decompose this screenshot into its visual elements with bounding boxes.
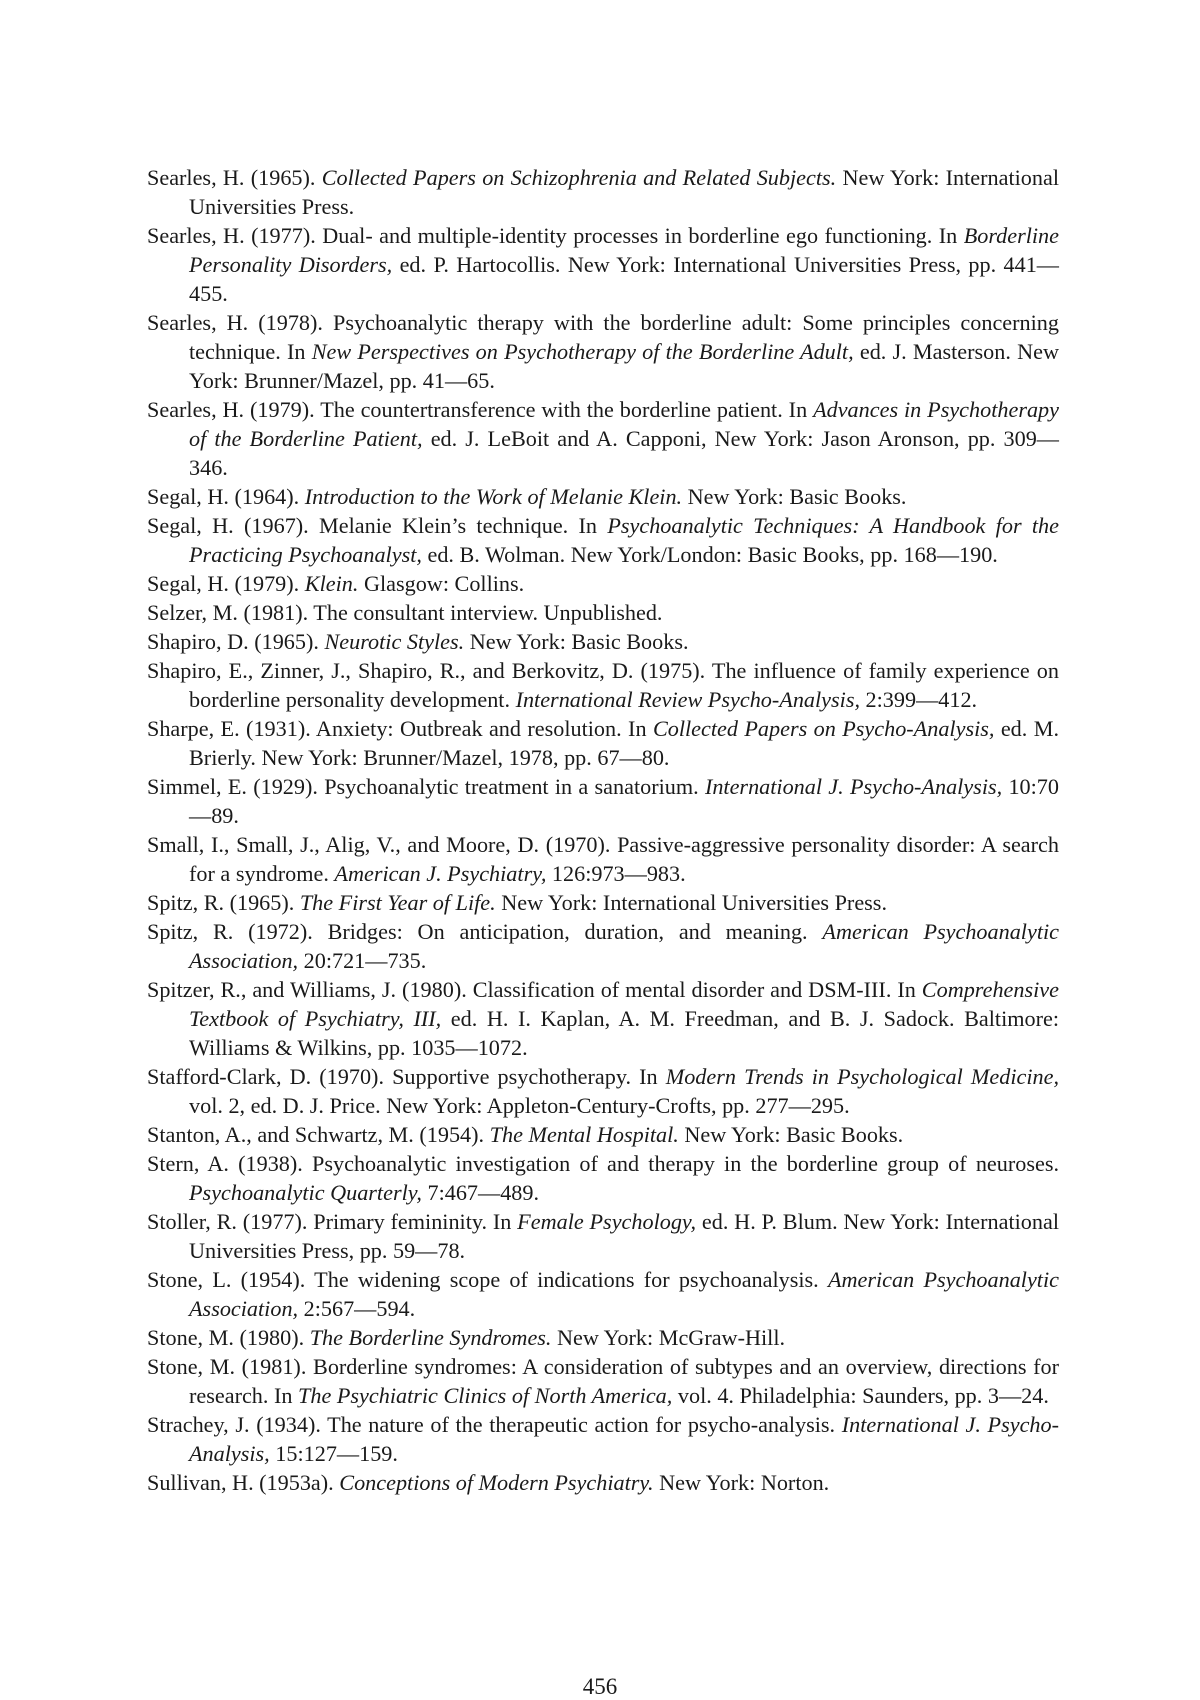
reference-entry [147,975,1059,1062]
reference-title: American J. Psychiatry, [334,861,547,886]
reference-text: Segal, H. (1967). Melanie Klein’s technique. In [147,513,608,538]
reference-text: 126:973—983. [546,861,686,886]
reference-title: Modern Trends in Psychological Medicine, [665,1064,1059,1089]
reference-entry [147,1265,1059,1323]
reference-entry [147,511,1059,569]
reference-text: Stanton, A., and Schwartz, M. (1954). [147,1122,490,1147]
reference-list [147,163,1059,1497]
reference-title: Neurotic Styles. [324,629,465,654]
page-number: 456 [582,1674,618,1699]
reference-entry [147,917,1059,975]
reference-title: Psychoanalytic Techniques: A Handbook for the Practicing Psychoanalyst, [189,513,1059,567]
reference-title: International J. Psycho-Analysis, [704,774,1003,799]
reference-title: The Psychiatric Clinics of North America, [298,1383,673,1408]
reference-text: Stone, M. (1981). Borderline syndromes: A consideration of subtypes and an overview, directions for research. In [147,1354,1059,1408]
reference-entry [147,656,1059,714]
reference-entry [147,1410,1059,1468]
reference-entry [147,714,1059,772]
reference-text: Searles, H. (1978). Psychoanalytic therapy with the borderline adult: Some principles concerning technique. In [147,310,1059,364]
reference-title: Collected Papers on Psycho-Analysis, [652,716,995,741]
reference-text: New York: McGraw-Hill. [551,1325,786,1350]
reference-title: International Review Psycho-Analysis, [515,687,860,712]
reference-title: Psychoanalytic Quarterly, [189,1180,422,1205]
reference-text: Stoller, R. (1977). Primary femininity. In [147,1209,518,1234]
reference-entry [147,569,1059,598]
reference-entry [147,1468,1059,1497]
reference-text: ed. H. P. Blum. New York: International Universities Press, pp. 59—78. [189,1209,1059,1263]
reference-text: Searles, H. (1965). [147,165,322,190]
reference-text: New York: Basic Books. [682,484,907,509]
reference-text: vol. 4. Philadelphia: Saunders, pp. 3—24. [672,1383,1049,1408]
reference-entry [147,598,1059,627]
reference-text: New York: International Universities Press. [189,165,1060,219]
reference-text: Strachey, J. (1934). The nature of the therapeutic action for psycho-analysis. [147,1412,842,1437]
reference-entry [147,1323,1059,1352]
reference-entry [147,772,1059,830]
reference-text: ed. H. I. Kaplan, A. M. Freedman, and B. J. Sadock. Baltimore: Williams & Wilkins, pp. 1035—1072. [189,1006,1059,1060]
reference-text: Sullivan, H. (1953a). [147,1470,340,1495]
reference-text: ed. M. Brierly. New York: Brunner/Mazel, 1978, pp. 67—80. [189,716,1059,770]
reference-text: vol. 2, ed. D. J. Price. New York: Appleton-Century-Crofts, pp. 277—295. [189,1093,850,1118]
reference-text: Simmel, E. (1929). Psychoanalytic treatment in a sanatorium. [147,774,705,799]
reference-text: 10:70—89. [189,774,1059,828]
reference-title: American Psychoanalytic Association, [189,1267,1059,1321]
reference-text: Selzer, M. (1981). The consultant interview. Unpublished. [147,600,663,625]
reference-text: Sharpe, E. (1931). Anxiety: Outbreak and resolution. In [147,716,653,741]
reference-text: Shapiro, D. (1965). [147,629,325,654]
reference-title: American Psychoanalytic Association, [189,919,1059,973]
reference-title: Collected Papers on Schizophrenia and Related Subjects. [321,165,837,190]
reference-text: Spitz, R. (1972). Bridges: On anticipation, duration, and meaning. [147,919,823,944]
reference-entry [147,482,1059,511]
reference-title: Female Psychology, [517,1209,697,1234]
reference-text: New York: Norton. [653,1470,830,1495]
reference-text: Stone, M. (1980). [147,1325,310,1350]
reference-title: Advances in Psychotherapy of the Borderline Patient, [189,397,1059,451]
reference-title: The Mental Hospital. [489,1122,679,1147]
reference-title: Introduction to the Work of Melanie Klein. [304,484,683,509]
reference-text: Small, I., Small, J., Alig, V., and Moore, D. (1970). Passive-aggressive personality disorder: A search for a syndrome. [147,832,1059,886]
reference-entry [147,221,1059,308]
reference-title: Comprehensive Textbook of Psychiatry, III, [189,977,1059,1031]
reference-text: ed. J. Masterson. New York: Brunner/Mazel, pp. 41—65. [189,339,1060,393]
reference-text: Spitzer, R., and Williams, J. (1980). Classification of mental disorder and DSM-III. In [147,977,922,1002]
reference-title: The First Year of Life. [299,890,496,915]
reference-entry [147,163,1059,221]
reference-entry [147,627,1059,656]
reference-entry [147,1120,1059,1149]
reference-text: 20:721—735. [298,948,427,973]
reference-entry [147,1149,1059,1207]
reference-text: 7:467—489. [421,1180,540,1205]
reference-text: Searles, H. (1977). Dual- and multiple-identity processes in borderline ego functioning. In [147,223,964,248]
reference-text: Segal, H. (1979). [147,571,305,596]
reference-text: 2:567—594. [298,1296,416,1321]
reference-title: The Borderline Syndromes. [309,1325,552,1350]
reference-entry [147,308,1059,395]
reference-text: Stone, L. (1954). The widening scope of indications for psychoanalysis. [147,1267,828,1292]
reference-entry [147,1207,1059,1265]
reference-text: New York: International Universities Press. [495,890,887,915]
reference-text: New York: Basic Books. [464,629,689,654]
reference-text: New York: Basic Books. [678,1122,904,1147]
reference-entry [147,1062,1059,1120]
reference-title: Conceptions of Modern Psychiatry. [339,1470,654,1495]
reference-entry [147,395,1059,482]
reference-text: Glasgow: Collins. [358,571,525,596]
reference-text: ed. J. LeBoit and A. Capponi, New York: Jason Aronson, pp. 309—346. [189,426,1059,480]
reference-title: New Perspectives on Psychotherapy of the Borderline Adult, [311,339,854,364]
reference-title: International J. Psycho-Analysis, [189,1412,1060,1466]
reference-text: Segal, H. (1964). [147,484,305,509]
reference-text: 15:127—159. [269,1441,398,1466]
reference-entry [147,1352,1059,1410]
reference-text: Spitz, R. (1965). [147,890,300,915]
reference-text: Stern, A. (1938). Psychoanalytic investigation of and therapy in the borderline group of neuroses. [147,1151,1059,1176]
reference-text: 2:399—412. [860,687,978,712]
reference-text: ed. B. Wolman. New York/London: Basic Books, pp. 168—190. [421,542,998,567]
reference-text: ed. P. Hartocollis. New York: International Universities Press, pp. 441—455. [189,252,1059,306]
reference-title: Klein. [304,571,359,596]
reference-text: Shapiro, E., Zinner, J., Shapiro, R., and Berkovitz, D. (1975). The influence of family experience on borderline personality development. [147,658,1059,712]
reference-title: Borderline Personality Disorders, [189,223,1059,277]
reference-text: Stafford-Clark, D. (1970). Supportive psychotherapy. In [147,1064,666,1089]
reference-entry [147,888,1059,917]
reference-text: Searles, H. (1979). The countertransference with the borderline patient. In [147,397,814,422]
reference-entry [147,830,1059,888]
